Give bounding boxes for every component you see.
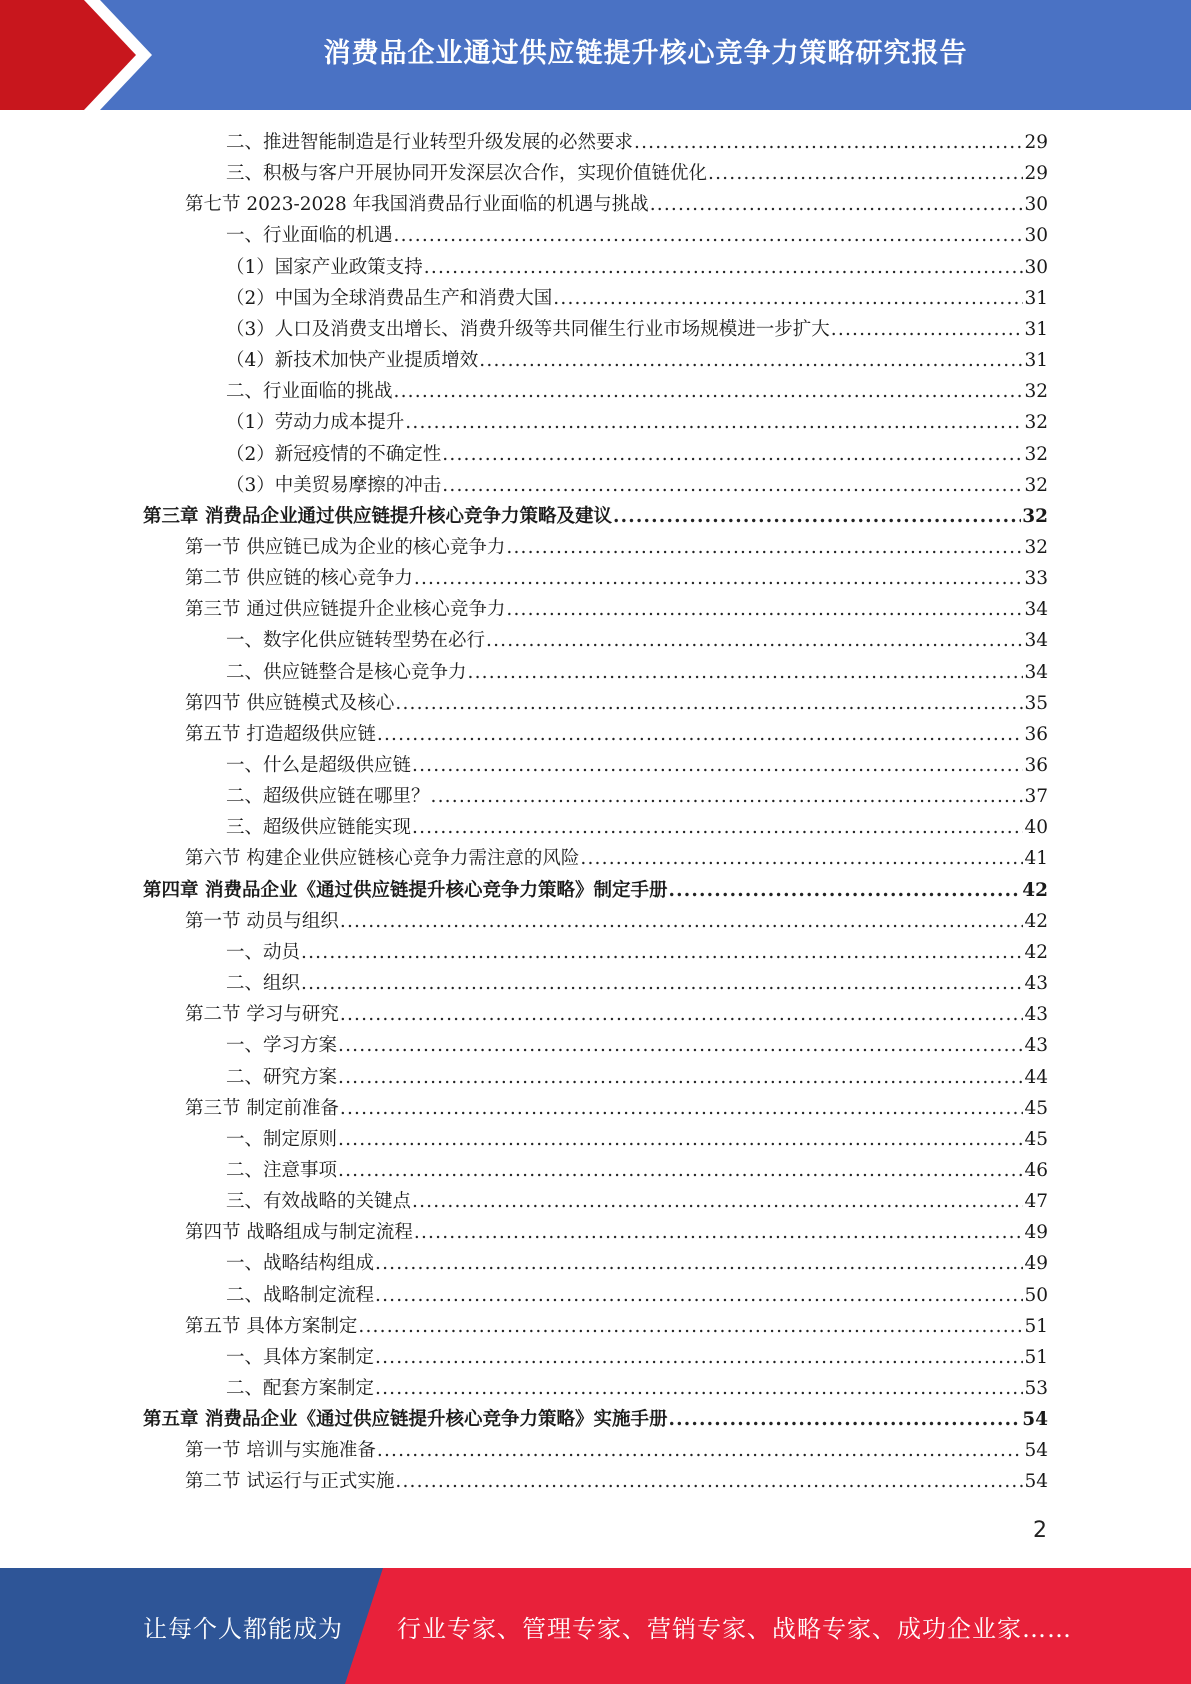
toc-entry-page: 30: [1024, 225, 1048, 247]
toc-subsection-entry[interactable]: [226, 252, 1048, 283]
toc-section-entry[interactable]: [185, 688, 1048, 719]
toc-entry-page: 37: [1024, 786, 1048, 808]
toc-subsection-entry[interactable]: [226, 657, 1048, 688]
toc-entry-page: 54: [1024, 1471, 1048, 1493]
toc-entry-page: 32: [1024, 474, 1048, 496]
toc-subsection-entry[interactable]: [226, 345, 1048, 376]
toc-entry-page: 42: [1022, 879, 1048, 901]
toc-entry-page: 43: [1024, 1035, 1048, 1057]
report-title: 消费品企业通过供应链提升核心竞争力策略研究报告: [323, 37, 968, 69]
toc-entry-page: 30: [1024, 256, 1048, 278]
toc-dot-leader: [375, 1248, 1023, 1279]
toc-subsection-entry[interactable]: [226, 220, 1048, 251]
toc-entry-page: 31: [1024, 287, 1048, 309]
toc-subsection-entry[interactable]: [226, 1155, 1048, 1186]
toc-subsection-entry[interactable]: [226, 937, 1048, 968]
toc-entry-label: 一、具体方案制定: [226, 1346, 375, 1368]
toc-entry-page: 32: [1024, 412, 1048, 434]
toc-entry-label: 三、超级供应链能实现: [226, 817, 412, 839]
toc-entry-label: 二、配套方案制定: [226, 1378, 375, 1399]
toc-entry-label: 第三节 通过供应链提升企业核心竞争力: [185, 599, 506, 621]
toc-dot-leader: [414, 1217, 1024, 1248]
toc-entry-page: 53: [1024, 1378, 1048, 1399]
toc-subsection-entry[interactable]: [226, 812, 1048, 843]
toc-entry-page: 50: [1024, 1284, 1048, 1306]
toc-dot-leader: [375, 1280, 1023, 1311]
toc-entry-label: 二、行业面临的挑战: [226, 381, 393, 403]
toc-subsection-entry[interactable]: [226, 1030, 1048, 1061]
toc-entry-page: 43: [1024, 973, 1048, 995]
toc-entry-label: 一、制定原则: [226, 1128, 338, 1150]
toc-dot-leader: [613, 501, 1021, 532]
toc-dot-leader: [301, 968, 1023, 999]
toc-subsection-entry[interactable]: [226, 750, 1048, 781]
toc-dot-leader: [358, 1311, 1023, 1342]
toc-dot-leader: [377, 719, 1024, 750]
toc-dot-leader: [424, 252, 1024, 283]
toc-entry-page: 36: [1024, 755, 1048, 776]
toc-dot-leader: [338, 1030, 1023, 1061]
toc-subsection-entry[interactable]: [226, 376, 1048, 407]
toc-entry-page: 41: [1024, 848, 1048, 870]
toc-entry-label: 三、有效战略的关键点: [226, 1191, 412, 1213]
toc-dot-leader: [412, 1186, 1023, 1217]
toc-entry-page: 47: [1024, 1191, 1048, 1213]
toc-entry-label: 三、积极与客户开展协同开发深层次合作，实现价值链优化: [226, 163, 708, 185]
toc-entry-page: 44: [1024, 1066, 1048, 1088]
toc-entry-page: 49: [1024, 1222, 1048, 1244]
toc-subsection-entry[interactable]: [226, 968, 1048, 999]
toc-subsection-entry[interactable]: [226, 781, 1048, 812]
toc-dot-leader: [414, 563, 1024, 594]
toc-entry-page: 42: [1024, 941, 1048, 963]
toc-entry-label: （1）国家产业政策支持: [226, 256, 423, 278]
toc-entry-label: 第六节 构建企业供应链核心竞争力需注意的风险: [185, 848, 580, 870]
toc-section-entry[interactable]: [185, 843, 1048, 874]
toc-chapter-entry[interactable]: [143, 501, 1048, 532]
toc-entry-label: 第一节 动员与组织: [185, 910, 339, 932]
toc-entry-page: 35: [1024, 692, 1048, 714]
toc-entry-label: 一、学习方案: [226, 1035, 338, 1057]
toc-entry-label: 一、动员: [226, 941, 301, 963]
toc-entry-label: （1）劳动力成本提升: [226, 412, 405, 434]
toc-dot-leader: [340, 1093, 1024, 1124]
toc-dot-leader: [377, 1435, 1024, 1466]
toc-entry-page: 54: [1022, 1409, 1048, 1431]
toc-entry-page: 31: [1024, 318, 1048, 340]
toc-entry-page: 32: [1024, 443, 1048, 465]
toc-dot-leader: [338, 1124, 1023, 1155]
toc-subsection-entry[interactable]: [226, 470, 1048, 501]
toc-dot-leader: [395, 688, 1023, 719]
toc-entry-page: 43: [1024, 1004, 1048, 1026]
toc-entry-label: 第三章 消费品企业通过供应链提升核心竞争力策略及建议: [143, 505, 612, 527]
toc-subsection-entry[interactable]: [226, 1280, 1048, 1311]
toc-dot-leader: [708, 158, 1023, 189]
toc-dot-leader: [338, 1155, 1023, 1186]
toc-entry-label: 第一节 培训与实施准备: [185, 1440, 376, 1462]
toc-dot-leader: [580, 843, 1023, 874]
toc-entry-page: 42: [1024, 910, 1048, 932]
toc-entry-label: （3）人口及消费支出增长、消费升级等共同催生行业市场规模进一步扩大: [226, 318, 830, 340]
toc-entry-label: 二、注意事项: [226, 1159, 338, 1181]
toc-section-entry[interactable]: [185, 532, 1048, 563]
toc-dot-leader: [412, 812, 1023, 843]
toc-subsection-entry[interactable]: [226, 283, 1048, 314]
toc-entry-page: 51: [1024, 1346, 1048, 1368]
footer-slogan-right: 行业专家、管理专家、营销专家、战略专家、成功企业家……: [397, 1614, 1072, 1643]
toc-dot-leader: [650, 189, 1024, 220]
page-number: 2: [1033, 1518, 1047, 1543]
toc-entry-label: 二、研究方案: [226, 1066, 338, 1088]
toc-subsection-entry[interactable]: [226, 407, 1048, 438]
toc-section-entry[interactable]: [185, 1217, 1048, 1248]
toc-entry-label: 二、超级供应链在哪里？: [226, 786, 430, 808]
toc-entry-label: 一、数字化供应链转型势在必行: [226, 630, 486, 652]
toc-subsection-entry[interactable]: [226, 314, 1048, 345]
toc-dot-leader: [375, 1373, 1023, 1404]
toc-dot-leader: [634, 127, 1023, 158]
toc-entry-page: 30: [1024, 194, 1048, 216]
toc-entry-page: 34: [1024, 630, 1048, 652]
toc-dot-leader: [340, 906, 1024, 937]
toc-dot-leader: [394, 220, 1024, 251]
toc-dot-leader: [479, 345, 1023, 376]
toc-entry-label: 一、什么是超级供应链: [226, 755, 412, 776]
toc-entry-label: 一、战略结构组成: [226, 1253, 375, 1275]
toc-dot-leader: [431, 781, 1024, 812]
toc-entry-page: 34: [1024, 661, 1048, 683]
toc-chapter-entry[interactable]: [143, 1404, 1048, 1435]
toc-dot-leader: [338, 1062, 1023, 1093]
toc-entry-label: （3）中美贸易摩擦的冲击: [226, 474, 442, 496]
toc-entry-page: 31: [1024, 350, 1048, 372]
toc-entry-page: 32: [1024, 536, 1048, 558]
toc-entry-page: 29: [1024, 132, 1048, 153]
toc-entry-page: 49: [1024, 1253, 1048, 1275]
toc-entry-label: （2）中国为全球消费品生产和消费大国: [226, 287, 553, 309]
toc-dot-leader: [442, 439, 1023, 470]
toc-section-entry[interactable]: [185, 1466, 1048, 1497]
toc-entry-page: 33: [1024, 568, 1048, 590]
footer-slogan-left: 让每个人都能成为: [143, 1614, 343, 1643]
header-band: [0, 0, 1191, 110]
toc-dot-leader: [340, 999, 1024, 1030]
toc-subsection-entry[interactable]: [226, 625, 1048, 656]
toc-dot-leader: [668, 875, 1021, 906]
toc-entry-label: 第四节 供应链模式及核心: [185, 692, 395, 714]
toc-dot-leader: [412, 750, 1023, 781]
toc-entry-page: 54: [1024, 1440, 1048, 1462]
toc-entry-page: 32: [1022, 505, 1048, 527]
toc-entry-label: 二、组织: [226, 973, 301, 995]
toc-entry-label: （2）新冠疫情的不确定性: [226, 443, 442, 465]
toc-section-entry[interactable]: [185, 999, 1048, 1030]
toc-entry-page: 46: [1024, 1159, 1048, 1181]
toc-entry-page: 45: [1024, 1128, 1048, 1150]
toc-subsection-entry[interactable]: [226, 1124, 1048, 1155]
toc-entry-label: 第五章 消费品企业《通过供应链提升核心竞争力策略》实施手册: [143, 1409, 668, 1431]
toc-entry-page: 29: [1024, 163, 1048, 185]
toc-subsection-entry[interactable]: [226, 1062, 1048, 1093]
toc-entry-page: 36: [1024, 723, 1048, 745]
toc-dot-leader: [468, 657, 1024, 688]
toc-entry-label: 二、战略制定流程: [226, 1284, 375, 1306]
toc-section-entry[interactable]: [185, 1435, 1048, 1466]
toc-entry-page: 40: [1024, 817, 1048, 839]
toc-subsection-entry[interactable]: [226, 158, 1048, 189]
toc-subsection-entry[interactable]: [226, 1373, 1048, 1404]
toc-dot-leader: [486, 625, 1023, 656]
toc-entry-page: 32: [1024, 381, 1048, 403]
toc-entry-label: 二、供应链整合是核心竞争力: [226, 661, 467, 683]
toc-subsection-entry[interactable]: [226, 1186, 1048, 1217]
toc-entry-label: 一、行业面临的机遇: [226, 225, 393, 247]
toc-dot-leader: [668, 1404, 1021, 1435]
toc-section-entry[interactable]: [185, 594, 1048, 625]
toc-dot-leader: [394, 376, 1024, 407]
toc-entry-label: 第三节 制定前准备: [185, 1097, 339, 1119]
toc-section-entry[interactable]: [185, 906, 1048, 937]
toc-section-entry[interactable]: [185, 189, 1048, 220]
toc-entry-label: 第四节 战略组成与制定流程: [185, 1222, 413, 1244]
toc-entry-label: 第一节 供应链已成为企业的核心竞争力: [185, 536, 506, 558]
toc-entry-label: 第七节 2023-2028 年我国消费品行业面临的机遇与挑战: [185, 194, 649, 216]
red-arrow-logo: [0, 0, 160, 110]
toc-dot-leader: [831, 314, 1024, 345]
toc-subsection-entry[interactable]: [226, 1248, 1048, 1279]
toc-entry-label: 第二节 供应链的核心竞争力: [185, 568, 413, 590]
toc-section-entry[interactable]: [185, 563, 1048, 594]
toc-section-entry[interactable]: [185, 1093, 1048, 1124]
toc-entry-label: （4）新技术加快产业提质增效: [226, 350, 479, 372]
toc-entry-page: 45: [1024, 1097, 1048, 1119]
toc-dot-leader: [375, 1342, 1023, 1373]
toc-entry-label: 第二节 试运行与正式实施: [185, 1471, 395, 1493]
toc-dot-leader: [301, 937, 1023, 968]
toc-subsection-entry[interactable]: [226, 439, 1048, 470]
toc-subsection-entry[interactable]: [226, 127, 1048, 158]
toc-entry-label: 第五节 具体方案制定: [185, 1315, 358, 1337]
toc-dot-leader: [442, 470, 1023, 501]
toc-section-entry[interactable]: [185, 719, 1048, 750]
toc-entry-label: 第五节 打造超级供应链: [185, 723, 376, 745]
footer-band: [0, 1568, 1191, 1684]
toc-dot-leader: [506, 532, 1023, 563]
toc-dot-leader: [506, 594, 1023, 625]
toc-chapter-entry[interactable]: [143, 875, 1048, 906]
toc-dot-leader: [405, 407, 1023, 438]
toc-dot-leader: [395, 1466, 1023, 1497]
toc-entry-page: 34: [1024, 599, 1048, 621]
toc-subsection-entry[interactable]: [226, 1342, 1048, 1373]
toc-entry-label: 第四章 消费品企业《通过供应链提升核心竞争力策略》制定手册: [143, 879, 668, 901]
toc-entry-label: 二、推进智能制造是行业转型升级发展的必然要求: [226, 132, 634, 153]
toc-entry-page: 51: [1024, 1315, 1048, 1337]
toc-section-entry[interactable]: [185, 1311, 1048, 1342]
toc-entry-label: 第二节 学习与研究: [185, 1004, 339, 1026]
toc-dot-leader: [553, 283, 1023, 314]
